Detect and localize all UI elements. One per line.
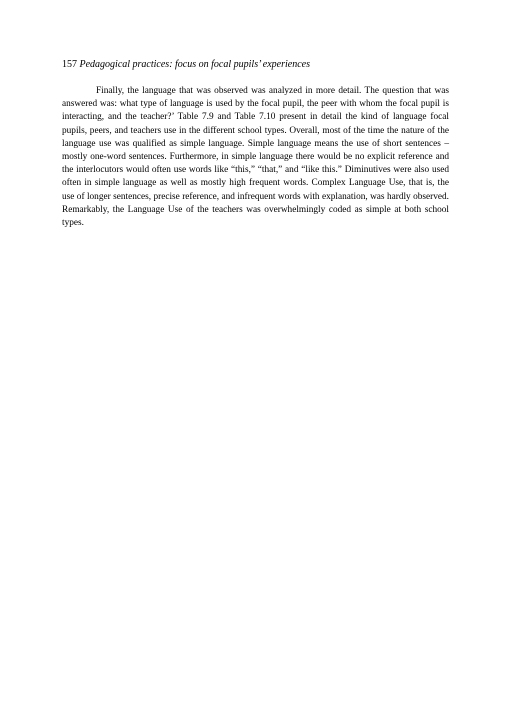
chapter-title: Pedagogical practices: focus on focal pupils’ experiences — [79, 59, 310, 70]
running-header — [62, 58, 462, 71]
page-number: 157 — [62, 59, 77, 70]
body-paragraph: Finally, the language that was observed was analyzed in more detail. The question that was answered was: what type of language is used by the focal pupil, the peer with whom the focal pupil is interacting, and the teacher?’ Table 7.9 and Table 7.10 present in detail the kind of language focal pupils, peers, and teachers use in the different school types. Overall, most of the time the nature of the language use was qualified as simple language. Simple language means the use of short sentences – mostly one-word sentences. Furthermore, in simple language there would be no explicit reference and the interlocutors would often use words like “this,” “that,” and “like this.” Diminutives were also used often in simple language as well as mostly high frequent words. Complex Language Use, that is, the use of longer sentences, precise reference, and infrequent words with explanation, was hardly observed. Remarkably, the Language Use of the teachers was overwhelmingly coded as simple at both school types. — [62, 86, 449, 229]
